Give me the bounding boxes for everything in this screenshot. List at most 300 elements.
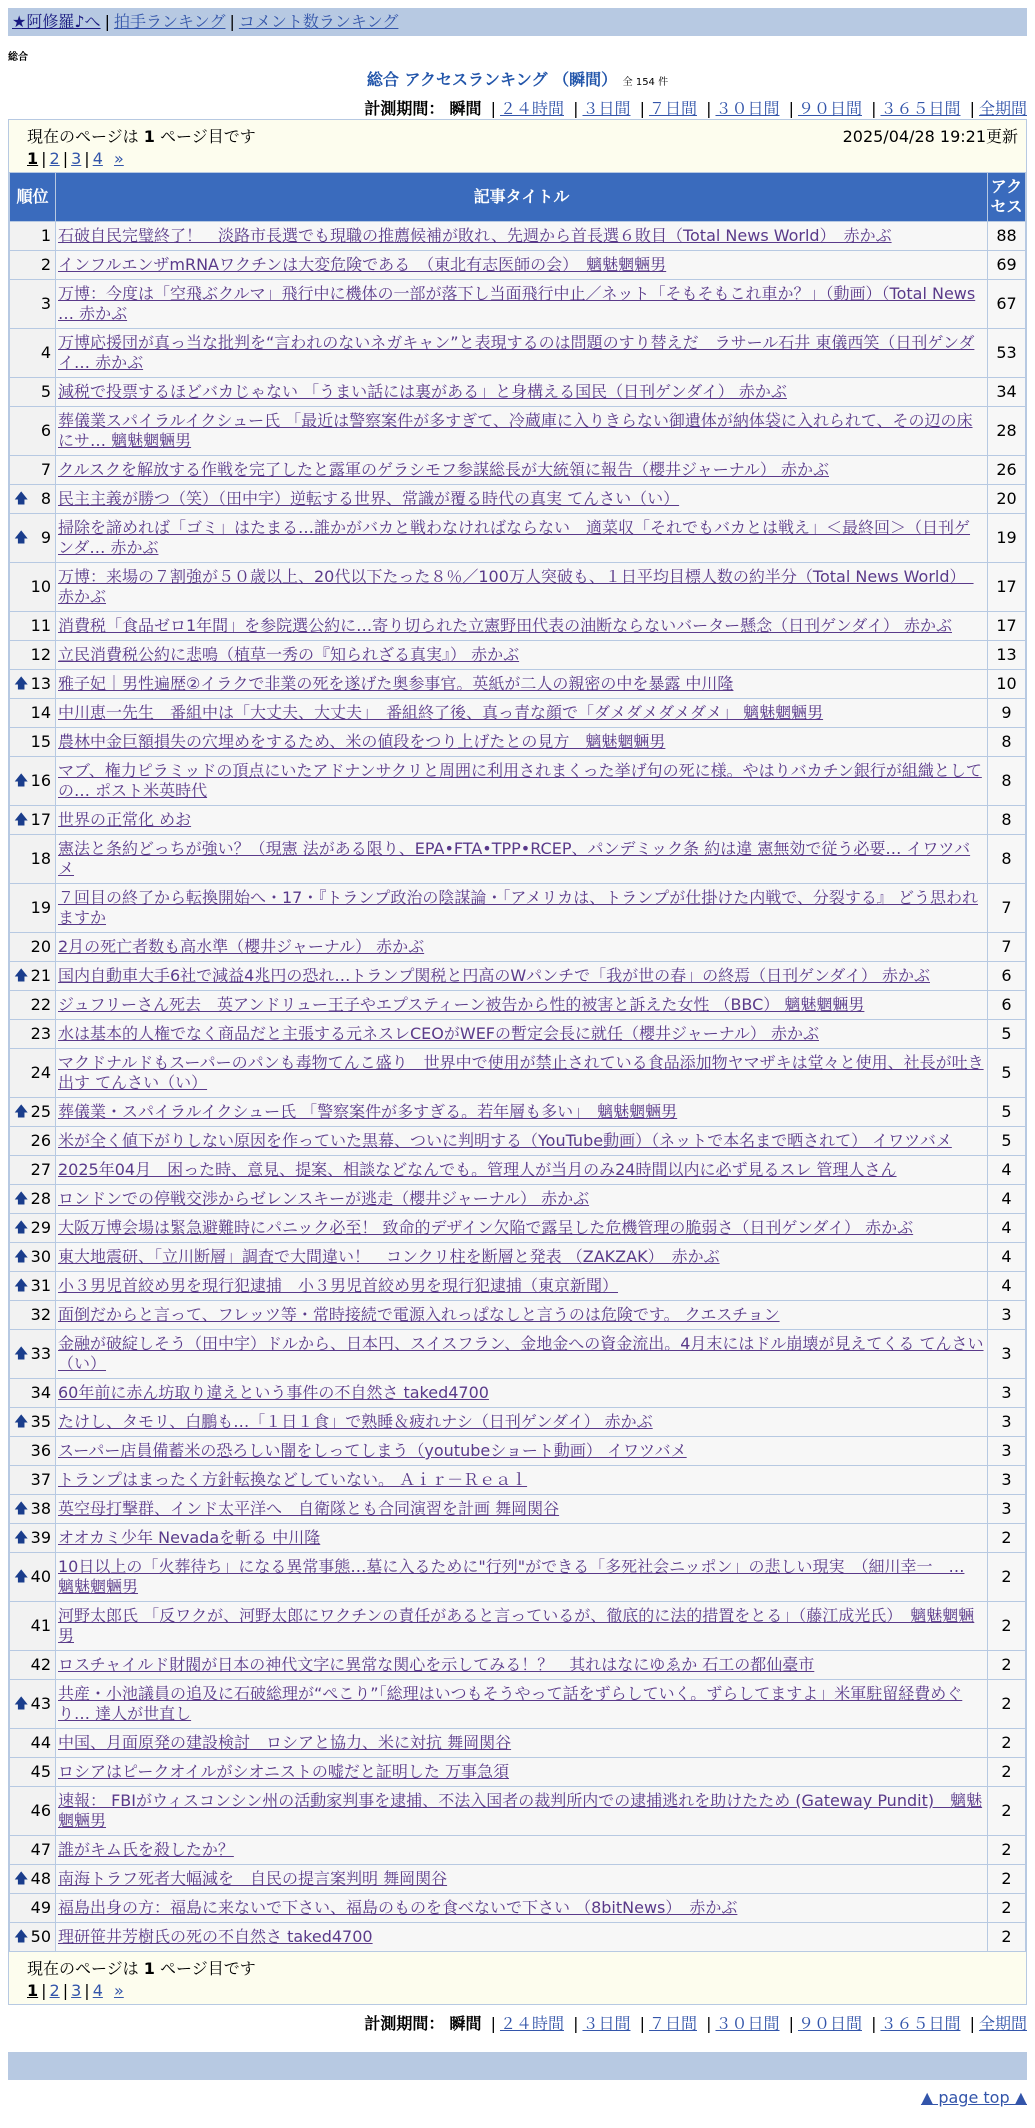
table-row [10,1836,1026,1865]
rank-up-arrow-icon: 🡅 [14,1871,29,1887]
access-count: 8 [988,757,1026,806]
article-link[interactable]: 河野太郎氏 「反ワクが、河野太郎にワクチンの責任があると言っているが、徹底的に法的措置をとる」（藤江成光氏） 魑魅魍魎男 [58,1606,975,1645]
article-link[interactable]: 60年前に赤ん坊取り違えという事件の不自然さ taked4700 [58,1383,489,1402]
article-link[interactable]: 葬儀業スパイラルイクシュー氏 「最近は警察案件が多すぎて、冷蔵庫に入りきらない御遺体が納体袋に入れられて、その辺の床にサ… 魑魅魍魎男 [58,411,973,450]
rank-cell [10,962,56,991]
pager-next[interactable]: » [113,1981,124,2000]
title-cell [56,1127,988,1156]
period-current: 瞬間 [449,99,482,118]
rank-number: 34 [30,1383,51,1402]
rank-cell [10,991,56,1020]
rank-cell [10,1243,56,1272]
clap-ranking-link[interactable]: 拍手ランキング [113,12,226,31]
title-cell [56,1379,988,1408]
rank-number: 6 [40,421,51,440]
table-row [10,1602,1026,1651]
title-cell [56,1049,988,1098]
title-cell [56,699,988,728]
title-cell [56,933,988,962]
table-row [10,1758,1026,1787]
rank-cell [10,1602,56,1651]
title-cell [56,1729,988,1758]
access-count: 67 [988,280,1026,329]
rank-number: 12 [30,645,51,664]
rank-number: 24 [30,1063,51,1082]
table-row [10,1437,1026,1466]
rank-number: 7 [40,460,51,479]
table-row [10,329,1026,378]
access-count: 6 [988,962,1026,991]
table-row [10,933,1026,962]
rank-cell [10,1330,56,1379]
title-cell [56,835,988,884]
article-link[interactable]: ロンドンでの停戦交渉からゼレンスキーが逃走（櫻井ジャーナル） 赤かぶ [58,1189,590,1208]
table-row [10,1894,1026,1923]
access-count: 28 [988,407,1026,456]
table-row [10,1553,1026,1602]
rank-number: 14 [30,703,51,722]
rank-cell [10,1185,56,1214]
rank-number: 25 [30,1102,51,1121]
article-link[interactable]: 万博応援団が真っ当な批判を“言われのないネガキャン”と表現するのは問題のすり替えだ ラサール石井 東儀西笑（日刊ゲンダイ… 赤かぶ [58,333,975,372]
article-link[interactable]: 理研笹井芳樹氏の死の不自然さ taked4700 [58,1927,373,1946]
title-cell [56,1894,988,1923]
rank-number: 19 [30,898,51,917]
page-top-link[interactable]: ▲ page top ▲ [920,2088,1027,2107]
access-count: 2 [988,1758,1026,1787]
rank-up-arrow-icon: 🡅 [14,1530,29,1546]
article-link[interactable]: 万博：今度は「空飛ぶクルマ」飛行中に機体の一部が落下し当面飛行中止／ネット「そもそもこれ車か？」（動画）（Total News … 赤かぶ [58,284,976,323]
rank-cell [10,1379,56,1408]
article-link[interactable]: 小３男児首絞め男を現行犯逮捕 小３男児首絞め男を現行犯逮捕（東京新聞） [58,1276,619,1295]
rank-cell [10,806,56,835]
rank-number: 18 [30,849,51,868]
table-row [10,1330,1026,1379]
article-link[interactable]: オオカミ少年 Nevadaを斬る 中川隆 [58,1528,321,1547]
rank-number: 9 [40,528,51,547]
rank-cell [10,407,56,456]
rank-number: 31 [30,1276,51,1295]
title-cell [56,991,988,1020]
rank-number: 50 [30,1927,51,1946]
article-link[interactable]: 2月の死亡者数も高水準（櫻井ジャーナル） 赤かぶ [58,937,425,956]
page-info-bottom [9,1952,1026,2004]
article-link[interactable]: 憲法と条約どっちが強い？（現憲 法がある限り、EPA•FTA•TPP•RCEP、パンデミック条 約は違 憲無効で従う必要… イワツバメ [58,839,971,878]
rank-up-arrow-icon: 🡅 [14,1104,29,1120]
title-cell [56,670,988,699]
rank-up-arrow-icon: 🡅 [14,1278,29,1294]
article-link[interactable]: 福島出身の方：福島に来ないで下さい、福島のものを食べないで下さい （8bitNews） 赤かぶ [58,1898,738,1917]
category-label: 総合 [8,52,28,63]
access-count: 2 [988,1651,1026,1680]
page-info-top [9,120,1026,172]
article-link[interactable]: トランプはまったく方針転換などしていない。 Ａｉｒ－Ｒｅａｌ [58,1470,528,1489]
title-cell [56,1098,988,1127]
rank-cell [10,1127,56,1156]
rank-up-arrow-icon: 🡅 [14,530,29,546]
article-link[interactable]: 金融が破綻しそう（田中宇）ドルから、日本円、スイスフラン、金地金への資金流出。4月末にはドル崩壊が見えてくる てんさい（い） [58,1334,984,1373]
table-row [10,806,1026,835]
rank-up-arrow-icon: 🡅 [14,491,29,507]
article-link[interactable]: 共産・小池議員の追及に石破総理が“ぺこり”「総理はいつもそうやって話をずらしていく。ずらしてますよ」米軍駐留経費めぐり… 達人が世直し [58,1684,963,1723]
title-cell [56,1602,988,1651]
table-row [10,757,1026,806]
access-count: 2 [988,1553,1026,1602]
rank-number: 32 [30,1305,51,1324]
rank-number: 30 [30,1247,51,1266]
title-cell [56,1680,988,1729]
rank-number: 46 [30,1801,51,1820]
access-count: 5 [988,1127,1026,1156]
pager-link-3[interactable]: 3 [71,149,82,168]
rank-cell [10,1437,56,1466]
article-link[interactable]: たけし、タモリ、白鵬も…「１日１食」で熟睡＆疲れナシ（日刊ゲンダイ） 赤かぶ [58,1412,653,1431]
rank-cell [10,1272,56,1301]
access-count: 3 [988,1495,1026,1524]
table-row [10,1495,1026,1524]
title-cell [56,222,988,251]
rank-cell [10,329,56,378]
bottom-bar [8,2052,1027,2080]
ranking-table-body [10,222,1026,1952]
header-access: アクセス [988,173,1026,222]
ranking-table [9,172,1026,1952]
title-cell [56,514,988,563]
table-row [10,1020,1026,1049]
article-link[interactable]: 中川恵一先生 番組中は「大丈夫、大丈夫」 番組終了後、真っ青な顔で「ダメダメダメダメ」 魑魅魍魎男 [58,703,824,722]
title-cell [56,280,988,329]
rank-cell [10,251,56,280]
article-link[interactable]: 世界の正常化 めお [58,810,192,829]
rank-cell [10,1758,56,1787]
rank-up-arrow-icon: 🡅 [14,1346,29,1362]
rank-number: 33 [30,1344,51,1363]
period-7d[interactable]: ７日間 [648,2014,697,2033]
access-count: 9 [988,699,1026,728]
rank-number: 15 [30,732,51,751]
rank-number: 47 [30,1840,51,1859]
access-count: 4 [988,1156,1026,1185]
rank-up-arrow-icon: 🡅 [14,1696,29,1712]
table-row [10,222,1026,251]
rank-cell [10,1680,56,1729]
title-cell [56,1330,988,1379]
access-count: 3 [988,1301,1026,1330]
title-cell [56,329,988,378]
table-row [10,407,1026,456]
article-link[interactable]: 南海トラフ死者大幅減を 自民の提言案判明 舞岡関谷 [58,1869,448,1888]
article-link[interactable]: 水は基本的人権でなく商品だと主張する元ネスレCEOがWEFの暫定会長に就任（櫻井ジャーナル） 赤かぶ [58,1024,819,1043]
header-rank: 順位 [10,173,56,222]
table-row [10,1729,1026,1758]
rank-number: 48 [30,1869,51,1888]
rank-cell [10,1787,56,1836]
access-count: 2 [988,1787,1026,1836]
table-row [10,670,1026,699]
access-count: 5 [988,1098,1026,1127]
rank-number: 45 [30,1762,51,1781]
rank-number: 21 [30,966,51,985]
rank-cell [10,485,56,514]
pager-bottom: 1 | 2 | 3 | 4 » [27,1981,124,2000]
title-cell [56,806,988,835]
access-count: 6 [988,991,1026,1020]
pager-link-4[interactable]: 4 [92,149,103,168]
period-90d[interactable]: ９０日間 [797,2014,862,2033]
title-cell [56,378,988,407]
access-count: 4 [988,1214,1026,1243]
rank-cell [10,1156,56,1185]
rank-number: 17 [30,810,51,829]
table-row [10,280,1026,329]
rank-number: 44 [30,1733,51,1752]
rank-number: 4 [40,343,51,362]
rank-cell [10,1836,56,1865]
table-row [10,563,1026,612]
table-row [10,1214,1026,1243]
rank-cell [10,1865,56,1894]
rank-number: 8 [40,489,51,508]
access-count: 69 [988,251,1026,280]
table-row [10,1049,1026,1098]
article-link[interactable]: 立民消費税公約に悲鳴（植草一秀の『知られざる真実』） 赤かぶ [58,645,520,664]
rank-up-arrow-icon: 🡅 [14,968,29,984]
table-row [10,991,1026,1020]
rank-cell [10,612,56,641]
title-cell [56,962,988,991]
table-row [10,251,1026,280]
table-row [10,1301,1026,1330]
rank-number: 20 [30,937,51,956]
access-count: 53 [988,329,1026,378]
table-row [10,1098,1026,1127]
access-count: 2 [988,1602,1026,1651]
period-365d[interactable]: ３６５日間 [880,2014,961,2033]
rank-cell [10,1020,56,1049]
article-link[interactable]: 民主主義が勝つ（笑）（田中宇）逆転する世界、常識が覆る時代の真実 てんさい（い） [58,489,680,508]
period-90d[interactable]: ９０日間 [797,99,862,118]
article-link[interactable]: マクドナルドもスーパーのパンも毒物てんこ盛り 世界中で使用が禁止されている食品添加物ヤマザキは堂々と使用、社長が吐き出す てんさい（い） [58,1053,984,1092]
table-row [10,884,1026,933]
article-link[interactable]: 10日以上の「火葬待ち」になる異常事態…墓に入るために"行列"ができる「多死社会ニッポン」の悲しい現実 （細川幸一 … 魑魅魍魎男 [58,1557,965,1596]
article-link[interactable]: ７回目の終了から転換開始へ・17・『トランプ政治の陰謀論・「アメリカは、トランプが仕掛けた内戦で、分裂する』 どう思われますか [58,888,979,927]
rank-up-arrow-icon: 🡅 [14,676,29,692]
access-count: 2 [988,1923,1026,1952]
rank-number: 35 [30,1412,51,1431]
comment-ranking-link[interactable]: コメント数ランキング [238,12,399,31]
article-link[interactable]: 減税で投票するほどバカじゃない 「うまい話には裏がある」と身構える国民（日刊ゲンダイ） 赤かぶ [58,382,787,401]
table-row [10,612,1026,641]
pager-link-2[interactable]: 2 [49,1981,60,2000]
period-all[interactable]: 全期間 [978,2014,1027,2033]
table-row [10,1156,1026,1185]
access-count: 5 [988,1020,1026,1049]
access-count: 8 [988,728,1026,757]
title-cell [56,1758,988,1787]
article-link[interactable]: 2025年04月 困った時、意見、提案、相談などなんでも。管理人が当月のみ24時間以内に必ず見るスレ 管理人さん [58,1160,897,1179]
article-link[interactable]: 誰がキム氏を殺したか？ [58,1840,234,1859]
article-link[interactable]: 面倒だからと言って、フレッツ等・常時接続で電源入れっぱなしと言うのは危険です。 クエスチョン [58,1305,780,1324]
rank-up-arrow-icon: 🡅 [14,1220,29,1236]
pager-link-3[interactable]: 3 [71,1981,82,2000]
period-3d[interactable]: ３日間 [582,99,631,118]
rank-cell [10,699,56,728]
title-cell [56,251,988,280]
title-cell [56,563,988,612]
period-30d[interactable]: ３０日間 [715,99,780,118]
article-link[interactable]: 東大地震研、「立川断層」調査で大間違い！ コンクリ柱を断層と発表 （ZAKZAK） 赤かぶ [58,1247,720,1266]
table-row [10,1787,1026,1836]
table-row [10,485,1026,514]
access-count: 20 [988,485,1026,514]
table-row [10,962,1026,991]
article-link[interactable]: 葬儀業・スパイラルイクシュー氏 「警察案件が多すぎる。若年層も多い」 魑魅魍魎男 [58,1102,678,1121]
rank-cell [10,1049,56,1098]
rank-cell [10,1466,56,1495]
rank-cell [10,1729,56,1758]
nav-separator: | [229,12,235,31]
title-cell [56,884,988,933]
article-link[interactable]: 国内自動車大手6社で減益4兆円の恐れ…トランプ関税と円高のWパンチで「我が世の春」の終焉（日刊ゲンダイ） 赤かぶ [58,966,930,985]
article-link[interactable]: 速報： FBIがウィスコンシン州の活動家判事を逮捕、不法入国者の裁判所内での逮捕逃れを助けたため (Gateway Pundit) 魑魅魍魎男 [58,1791,983,1830]
rank-number: 37 [30,1470,51,1489]
article-link[interactable]: ジュフリーさん死去 英アンドリュー王子やエプスティーン被告から性的被害と訴えた女性 （BBC） 魑魅魍魎男 [58,995,865,1014]
rank-cell [10,1553,56,1602]
title-cell [56,1865,988,1894]
rank-cell [10,933,56,962]
period-all[interactable]: 全期間 [978,99,1027,118]
rank-number: 41 [30,1616,51,1635]
rank-number: 36 [30,1441,51,1460]
access-count: 19 [988,514,1026,563]
rank-up-arrow-icon: 🡅 [14,1501,29,1517]
rank-number: 42 [30,1655,51,1674]
home-link[interactable]: ★阿修羅♪へ [12,12,101,31]
title-cell [56,1437,988,1466]
rank-up-arrow-icon: 🡅 [14,1569,29,1585]
rank-number: 39 [30,1528,51,1547]
article-link[interactable]: 農林中金巨額損失の穴埋めをするため、米の値段をつり上げたとの見方 魑魅魍魎男 [58,732,666,751]
pager-next[interactable]: » [113,149,124,168]
pager-link-4[interactable]: 4 [92,1981,103,2000]
article-link[interactable]: 万博：来場の７割強が５０歳以上、20代以下たった８％／100万人突破も、１日平均目標人数の約半分（Total News World） 赤かぶ [58,567,974,606]
rank-cell [10,1495,56,1524]
updated-timestamp: 2025/04/28 19:21更新 [842,127,1018,146]
table-row [10,1185,1026,1214]
article-link[interactable]: マブ、権力ピラミッドの頂点にいたアドナンサクリと周囲に利用されまくった挙げ句の死に様。やはりバカチン銀行が組織としての… ポスト米英時代 [58,761,982,800]
rank-number: 16 [30,771,51,790]
title-cell [56,1156,988,1185]
title-cell [56,1408,988,1437]
pager-current: 1 [27,1981,39,2000]
access-count: 34 [988,378,1026,407]
access-count: 7 [988,884,1026,933]
access-count: 2 [988,1524,1026,1553]
access-count: 17 [988,563,1026,612]
access-count: 88 [988,222,1026,251]
table-row [10,1466,1026,1495]
article-link[interactable]: ロシアはピークオイルがシオニストの嘘だと証明した 万事急須 [58,1762,510,1781]
rank-cell [10,514,56,563]
title-cell [56,1272,988,1301]
title-cell [56,1020,988,1049]
article-link[interactable]: インフルエンザmRNAワクチンは大変危険である （東北有志医師の会） 魑魅魍魎男 [58,255,667,274]
period-7d[interactable]: ７日間 [648,99,697,118]
period-3d[interactable]: ３日間 [582,2014,631,2033]
article-link[interactable]: 英空母打撃群、インド太平洋へ 自衛隊とも合同演習を計画 舞岡関谷 [58,1499,560,1518]
page-title: 総合 アクセスランキング （瞬間） [366,70,618,89]
table-row [10,699,1026,728]
access-count: 2 [988,1680,1026,1729]
rank-number: 28 [30,1189,51,1208]
rank-cell [10,280,56,329]
period-24h[interactable]: ２４時間 [499,99,564,118]
pager-top: 1 | 2 | 3 | 4 » [27,149,124,168]
rank-up-arrow-icon: 🡅 [14,1929,29,1945]
title-cell [56,1495,988,1524]
title-cell [56,1214,988,1243]
table-row [10,1651,1026,1680]
period-30d[interactable]: ３０日間 [715,2014,780,2033]
article-link[interactable]: 石破自民完璧終了！ 淡路市長選でも現職の推薦候補が敗れ、先週から首長選６敗目（Total News World） 赤かぶ [58,226,892,245]
access-count: 17 [988,612,1026,641]
pager-link-2[interactable]: 2 [49,149,60,168]
article-link[interactable]: 消費税「食品ゼロ1年間」を参院選公約に…寄り切られた立憲野田代表の油断ならないバーター懸念（日刊ゲンダイ） 赤かぶ [58,616,952,635]
article-link[interactable]: ロスチャイルド財閥が日本の神代文字に異常な関心を示してみる！？ 其れはなにゆゑか 石工の都仙臺市 [58,1655,815,1674]
rank-up-arrow-icon: 🡅 [14,773,29,789]
article-link[interactable]: 掃除を諦めれば「ゴミ」はたまる…誰かがバカと戦わなければならない 適菜収「それでもバカとは戦え」＜最終回＞（日刊ゲンダ… 赤かぶ [58,518,971,557]
article-link[interactable]: 雅子妃｜男性遍歴②イラクで非業の死を遂げた奥参事官。英紙が二人の親密の中を暴露 中川隆 [58,674,734,693]
access-count: 7 [988,933,1026,962]
period-label: 計測期間： [364,99,445,118]
access-count: 3 [988,1330,1026,1379]
table-row [10,1408,1026,1437]
table-row [10,728,1026,757]
ranking-box [8,119,1027,2005]
rank-number: 10 [30,577,51,596]
article-link[interactable]: クルスクを解放する作戦を完了したと露軍のゲラシモフ参謀総長が大統領に報告（櫻井ジャーナル） 赤かぶ [58,460,830,479]
title-cell [56,1301,988,1330]
access-count: 2 [988,1865,1026,1894]
rank-cell [10,222,56,251]
rank-up-arrow-icon: 🡅 [14,1414,29,1430]
rank-cell [10,641,56,670]
rank-number: 1 [40,226,51,245]
rank-number: 3 [40,294,51,313]
title-cell [56,728,988,757]
period-24h[interactable]: ２４時間 [499,2014,564,2033]
period-365d[interactable]: ３６５日間 [880,99,961,118]
rank-cell [10,670,56,699]
access-count: 4 [988,1243,1026,1272]
rank-number: 27 [30,1160,51,1179]
rank-cell [10,1408,56,1437]
rank-cell [10,728,56,757]
article-link[interactable]: 米が全く値下がりしない原因を作っていた黒幕、ついに判明する（YouTube動画）（ネットで本名まで晒されて） イワツバメ [58,1131,952,1150]
title-cell [56,456,988,485]
access-count: 8 [988,835,1026,884]
rank-number: 26 [30,1131,51,1150]
access-count: 10 [988,670,1026,699]
table-row [10,1379,1026,1408]
header-title: 記事タイトル [56,173,988,222]
rank-cell [10,757,56,806]
title-cell [56,1243,988,1272]
title-cell [56,641,988,670]
article-link[interactable]: スーパー店員備蓄米の恐ろしい闇をしってしまう（youtubeショート動画） イワツバメ [58,1441,687,1460]
article-link[interactable]: 中国、月面原発の建設検討 ロシアと協力、米に対抗 舞岡関谷 [58,1733,512,1752]
article-link[interactable]: 大阪万博会場は緊急避難時にパニック必至！ 致命的デザイン欠陥で露呈した危機管理の脆弱さ（日刊ゲンダイ） 赤かぶ [58,1218,914,1237]
